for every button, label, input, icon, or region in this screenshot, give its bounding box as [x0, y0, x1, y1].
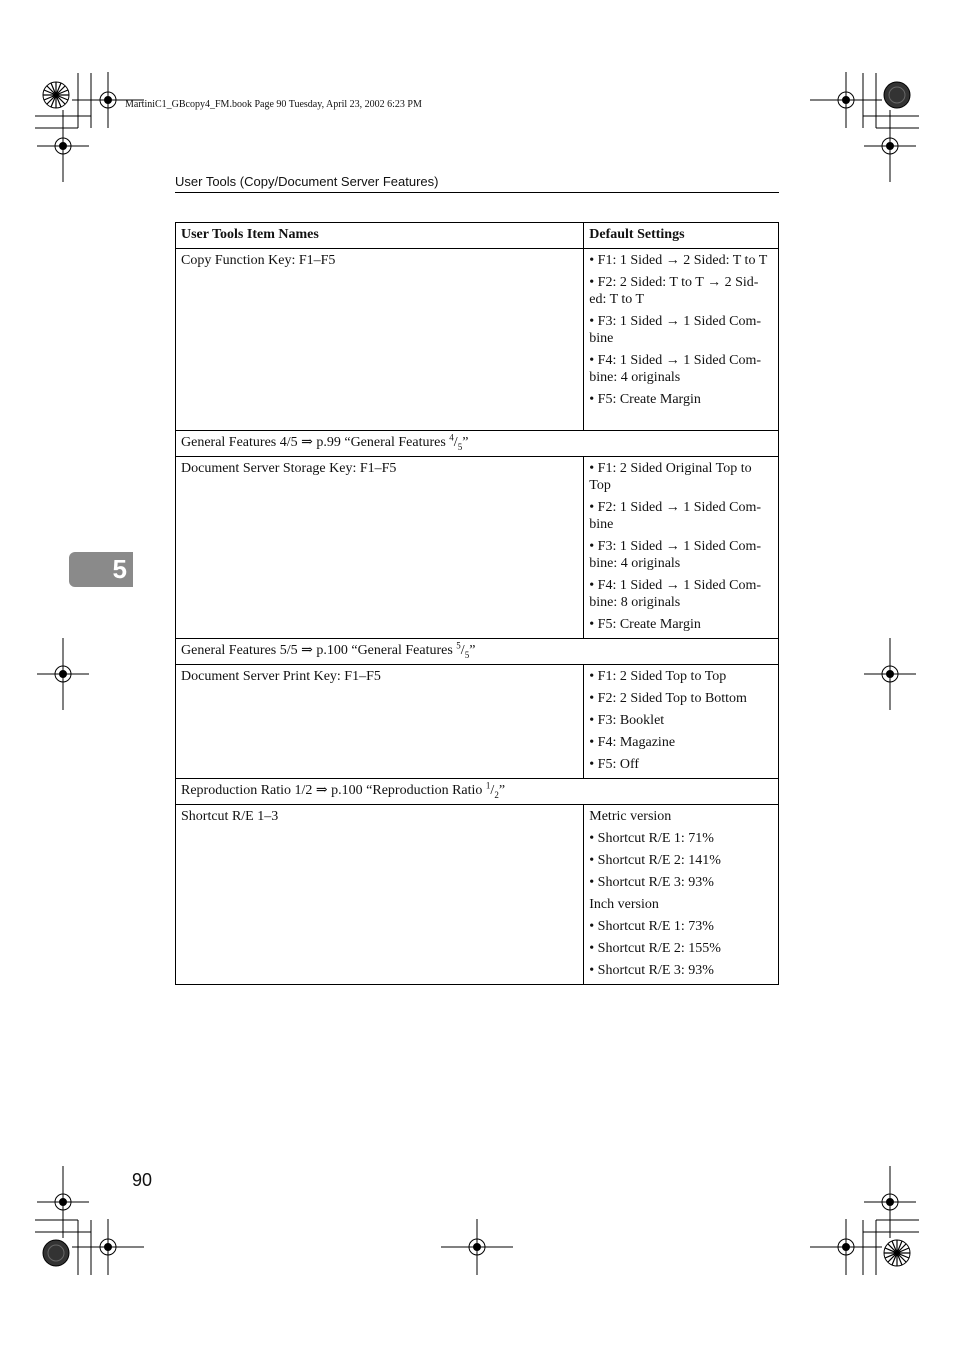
- closing-quote: ”: [498, 783, 506, 798]
- print-info-line: MartiniC1_GBcopy4_FM.book Page 90 Tuesday, April 23, 2002 6:23 PM: [125, 99, 422, 110]
- list-item: • Shortcut R/E 1: 71%: [589, 831, 714, 846]
- list-item: • F2: 2 Sided: T to T → 2 Sid-ed: T to T: [589, 275, 759, 307]
- section-link: [176, 431, 779, 457]
- list-item: • F4: Magazine: [589, 735, 676, 750]
- list-subheading: Inch version: [589, 897, 659, 912]
- list-item: • F4: 1 Sided → 1 Sided Com-bine: 4 originals: [589, 353, 762, 385]
- table-row: [176, 249, 779, 431]
- list-item: • F4: 1 Sided → 1 Sided Com-bine: 8 originals: [589, 578, 762, 610]
- fraction-denominator: 5: [464, 649, 470, 660]
- list-item: • F5: Create Margin: [589, 617, 701, 632]
- section-link: [176, 639, 779, 665]
- item-name: Shortcut R/E 1–3: [176, 805, 584, 985]
- running-head: User Tools (Copy/Document Server Features): [175, 174, 439, 189]
- default-settings: [584, 249, 779, 431]
- list-item: • Shortcut R/E 1: 73%: [589, 919, 714, 934]
- list-item: • F3: 1 Sided → 1 Sided Com-bine: 4 originals: [589, 539, 762, 571]
- chapter-tab: [69, 552, 133, 587]
- section-link: [176, 779, 779, 805]
- table-row: [176, 457, 779, 639]
- table-header-row: [176, 223, 779, 249]
- chapter-number: 5: [112, 554, 127, 584]
- closing-quote: ”: [469, 643, 476, 658]
- table-row: [176, 805, 779, 985]
- fraction-denominator: 5: [457, 441, 463, 452]
- section-text: General Features 4/5 ⇒ p.99 “General Features: [181, 435, 450, 450]
- fraction-numerator: 1: [485, 780, 491, 791]
- column-header-default-settings: Default Settings: [584, 223, 779, 249]
- list-item: • Shortcut R/E 3: 93%: [589, 963, 714, 978]
- section-text: General Features 5/5 ⇒ p.100 “General Features: [181, 643, 457, 658]
- section-text: Reproduction Ratio 1/2 ⇒ p.100 “Reproduction Ratio: [181, 783, 486, 798]
- header-rule: [175, 192, 779, 193]
- fraction-numerator: 5: [456, 640, 461, 651]
- list-subheading: Metric version: [589, 809, 672, 824]
- fraction-slash: /: [490, 783, 495, 798]
- list-item: • F5: Off: [589, 757, 640, 772]
- list-item: • F5: Create Margin: [589, 392, 701, 407]
- user-tools-table: [175, 222, 779, 985]
- section-row: [176, 779, 779, 805]
- section-row: [176, 639, 779, 665]
- list-item: • Shortcut R/E 3: 93%: [589, 875, 714, 890]
- page-number: 90: [132, 1170, 153, 1190]
- item-name: Document Server Print Key: F1–F5: [176, 665, 584, 779]
- section-row: [176, 431, 779, 457]
- list-item: • F3: Booklet: [589, 713, 665, 728]
- list-item: • F1: 2 Sided Original Top to Top: [589, 461, 752, 493]
- closing-quote: ”: [462, 435, 469, 450]
- list-item: • F3: 1 Sided → 1 Sided Com-bine: [589, 314, 762, 346]
- item-name: Copy Function Key: F1–F5: [176, 249, 584, 431]
- list-item: • F2: 2 Sided Top to Bottom: [589, 691, 747, 706]
- default-settings: [584, 457, 779, 639]
- fraction-slash: /: [460, 643, 465, 658]
- list-item: • F2: 1 Sided → 1 Sided Com-bine: [589, 500, 762, 532]
- list-item: • F1: 1 Sided → 2 Sided: T to T: [589, 253, 768, 268]
- list-item: • Shortcut R/E 2: 141%: [589, 853, 721, 868]
- fraction-denominator: 2: [494, 789, 499, 800]
- item-name: Document Server Storage Key: F1–F5: [176, 457, 584, 639]
- default-settings: [584, 665, 779, 779]
- default-settings: [584, 805, 779, 985]
- list-item: • F1: 2 Sided Top to Top: [589, 669, 727, 684]
- table-row: [176, 665, 779, 779]
- fraction-numerator: 4: [449, 432, 454, 443]
- list-item: • Shortcut R/E 2: 155%: [589, 941, 721, 956]
- fraction-slash: /: [453, 435, 458, 450]
- column-header-item-names: User Tools Item Names: [176, 223, 584, 249]
